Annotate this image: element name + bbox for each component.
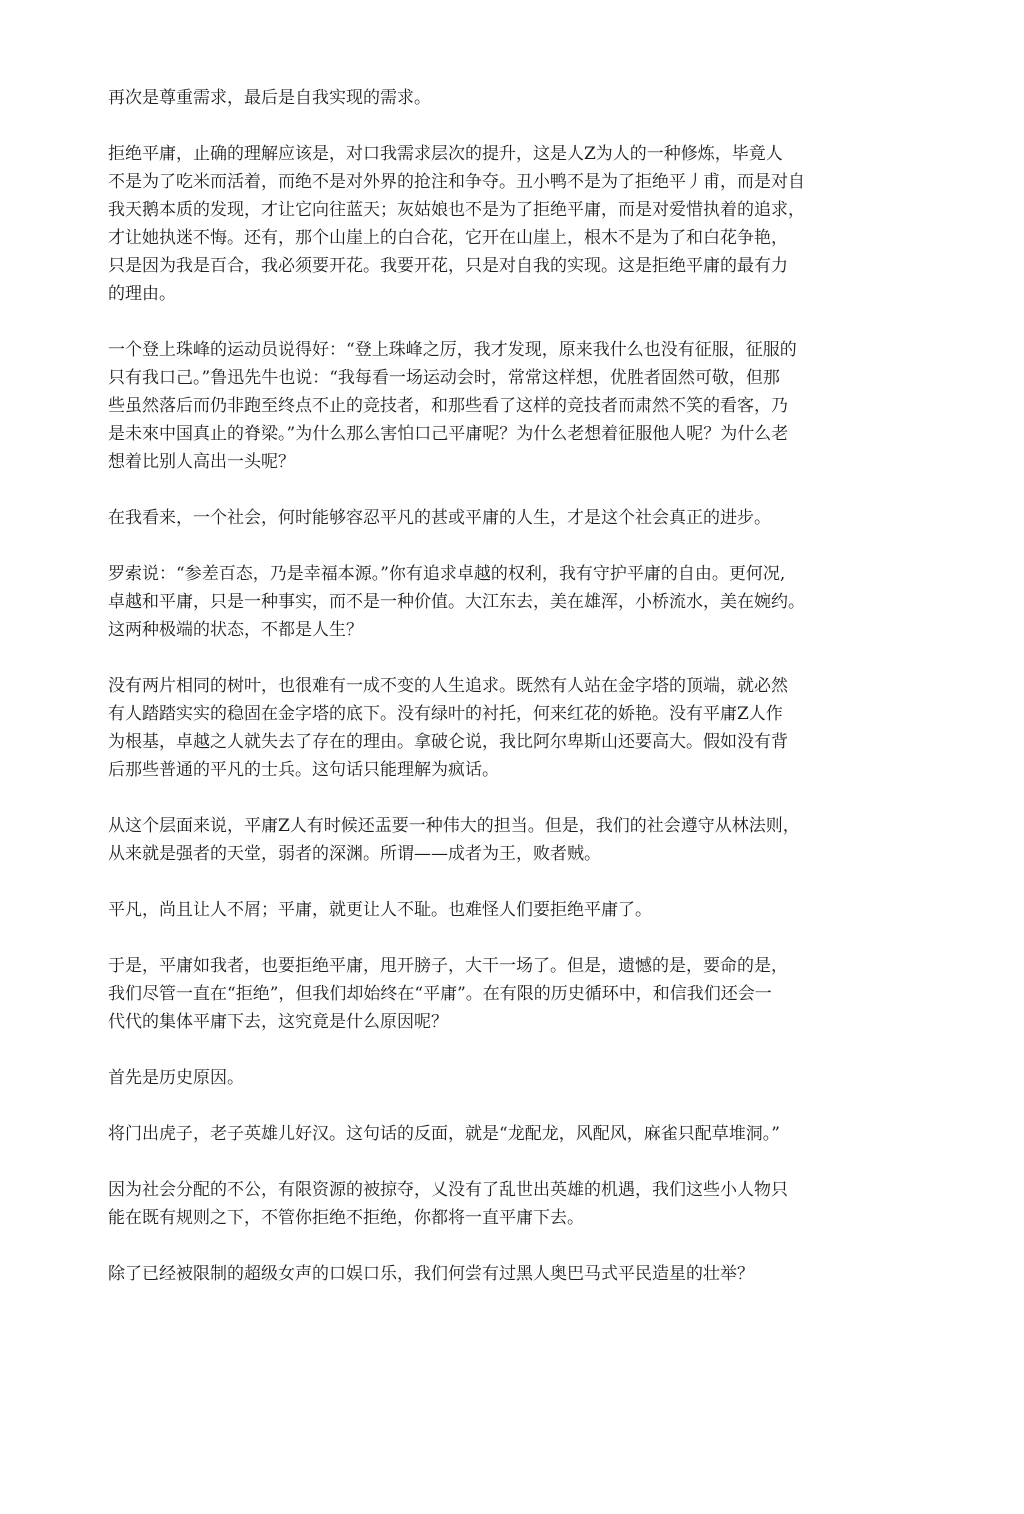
paragraph — [108, 672, 908, 784]
text-line: 将门出虎子，老子英雄儿好汉。这句话的反面，就是“龙配龙，风配风，麻雀只配草堆洞。” — [108, 1124, 780, 1144]
text-line: 代代的集体平庸下去，这究竟是什么原因呢？ — [108, 1012, 448, 1032]
document-body — [108, 84, 908, 1316]
paragraph — [108, 1260, 908, 1288]
text-line: 从这个层面来说，平庸Z人有时候还盂要一种伟大的担当。但是，我们的社会遵守从林法则， — [108, 816, 800, 836]
paragraph — [108, 952, 908, 1036]
text-line: 因为社会分配的不公，有限资源的被掠夺，乂没有了乱世出英雄的机遇，我们这些小人物只 — [108, 1180, 788, 1200]
text-line: 些虽然落后而仍非跑至终点不止的竞技者，和那些看了这样的竞技者而肃然不笑的看客，乃 — [108, 396, 788, 416]
text-line: 没有两片相同的树叶，也很难有一成不变的人生追求。既然有人站在金字塔的顶端，就必然 — [108, 676, 788, 696]
text-line: 除了已经被限制的超级女声的口娱口乐，我们何尝有过黑人奥巴马式平民造星的壮举？ — [108, 1264, 754, 1284]
text-line: 的理由。 — [108, 284, 176, 304]
paragraph — [108, 1064, 908, 1092]
text-line: 一个登上珠峰的运动员说得好：“登上珠峰之厉，我才发现，原来我什么也没有征服，征服的 — [108, 340, 797, 360]
text-line: 卓越和平庸，只是一种事实，而不是一种价值。大江东去，美在雄浑，小桥流水，美在婉约。 — [108, 592, 805, 612]
text-line: 从来就是强者的天堂，弱者的深渊。所谓——成者为王，败者贼。 — [108, 844, 601, 864]
paragraph — [108, 140, 908, 308]
text-line: 我们尽管一直在“拒绝”，但我们却始终在“平庸”。在有限的历史循环中，和信我们还会一 — [108, 984, 772, 1004]
text-line: 是未來中国真止的脊梁。”为什么那么害怕口己平庸呢？为什么老想着征服他人呢？为什么老 — [108, 424, 789, 444]
text-line: 这两种极端的状态，不都是人生？ — [108, 620, 363, 640]
paragraph — [108, 896, 908, 924]
text-line: 在我看来，一个社会，何时能够容忍平凡的甚或平庸的人生，才是这个社会真正的进步。 — [108, 508, 771, 528]
paragraph — [108, 560, 908, 644]
text-line: 于是，平庸如我者，也要拒绝平庸，甩开膀子，大干一场了。但是，遗憾的是，要命的是， — [108, 956, 788, 976]
text-line: 首先是历史原因。 — [108, 1068, 244, 1088]
paragraph — [108, 84, 908, 112]
paragraph — [108, 504, 908, 532]
text-line: 只有我口己。”鲁迅先牛也说：“我每看一场运动会时，常常这样想，优胜者固然可敬，但那 — [108, 368, 780, 388]
text-line: 后那些普通的平凡的士兵。这句话只能理解为疯话。 — [108, 760, 499, 780]
text-line: 拒绝平庸，止确的理解应该是，对口我需求层次的提升，这是人Z为人的一种修炼，毕竟人 — [108, 144, 783, 164]
text-line: 只是因为我是百合，我必须要开花。我要开花，只是对自我的实现。这是拒绝平庸的最有力 — [108, 256, 788, 276]
text-line: 平凡，尚且让人不屑；平庸，就更让人不耻。也难怪人们要拒绝平庸了。 — [108, 900, 652, 920]
text-line: 罗索说：“参差百态，乃是幸福本源。”你有追求卓越的权利，我有守护平庸的自由。更何况, — [108, 564, 786, 584]
text-line: 再次是尊重需求，最后是自我实现的需求。 — [108, 88, 431, 108]
text-line: 我天鹅本质的发现，才让它向往蓝天；灰姑娘也不是为了拒绝平庸，而是对爱惜执着的追求， — [108, 200, 805, 220]
text-line: 才让她执迷不悔。还有，那个山崖上的白合花，它开在山崖上，根木不是为了和白花争艳， — [108, 228, 788, 248]
text-line: 不是为了吃米而活着，而绝不是对外界的抢注和争夺。丑小鸭不是为了拒绝平丿甫，而是对自 — [108, 172, 805, 192]
text-line: 能在既有规则之下，不管你拒绝不拒绝，你都将一直平庸下去。 — [108, 1208, 584, 1228]
text-line: 为根基，卓越之人就失去了存在的理由。拿破仑说，我比阿尔卑斯山还要高大。假如没有背 — [108, 732, 788, 752]
paragraph — [108, 1120, 908, 1148]
text-line: 有人踏踏实实的稳固在金字塔的底下。没有绿叶的衬托，何来红花的娇艳。没有平庸Z人作 — [108, 704, 783, 724]
paragraph — [108, 1176, 908, 1232]
text-line: 想着比别人高出一头呢？ — [108, 452, 295, 472]
paragraph — [108, 336, 908, 476]
paragraph — [108, 812, 908, 868]
